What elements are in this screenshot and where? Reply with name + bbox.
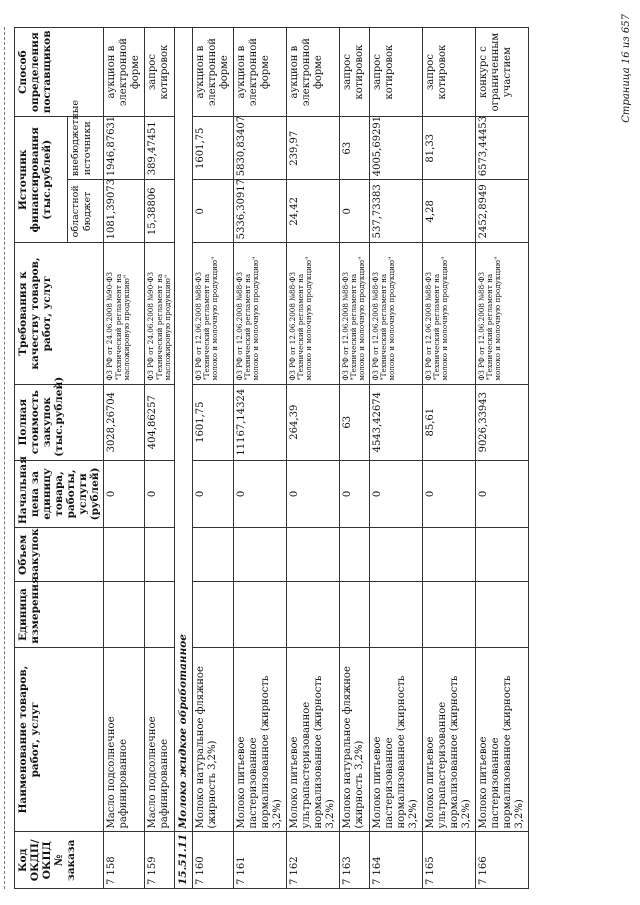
table-row: 7 163 Молоко натуральное фляжное (жирность 3,2%) 0 63 ФЗ РФ от 12.06.2008 №88-ФЗ "Технический регламент на молоко и молочную продукцию" 0 63 запрос котировок — [339, 28, 369, 889]
table-row: 7 160 Молоко натуральное фляжное (жирность 3,2%) 0 1601,75 ФЗ РФ от 12.06.2008 №88-ФЗ "Технический регламент на молоко и молочную продукцию" 0 1601,75 аукцион в электронной форме — [192, 28, 233, 889]
col-header-name: Наименование товаров, работ, услуг — [15, 647, 104, 832]
table-row: 7 164 Молоко питьевое пастеризованное нормализованное (жирность 3,2%) 0 4543,42674 ФЗ РФ от 12.06.2008 №88-ФЗ "Технический регламент на молоко и молочную продукцию" 537,73383 4005,69291 запрос котировок — [369, 28, 422, 889]
col-header-price: Начальная цена за единицу товара, работы, услуги (рублей) — [15, 460, 104, 527]
col-header-requirements: Требования к качеству товаров, работ, услуг — [15, 243, 104, 384]
table-row: 7 162 Молоко питьевое ультрапастеризованное нормализованное (жирность 3,2%) 0 264,39 ФЗ РФ от 12.06.2008 №88-ФЗ "Технический регламент на молоко и молочную продукцию" 24,42 239,97 аукцион в электронной форме — [286, 28, 339, 889]
col-header-funding: Источник финансирования (тыс.рублей) — [15, 117, 68, 243]
top-divider — [4, 27, 5, 889]
table-row: 7 158 Масло подсолнечное рафинированное 0 3028,26704 ФЗ РФ от 24.06.2008 №90-ФЗ "Технический регламент на масложировую продукцию" 1081,39073 1946,87631 аукцион в электронной форме — [104, 28, 145, 889]
table-row: 7 159 Масло подсолнечное рафинированное 0 404,86257 ФЗ РФ от 24.06.2008 №90-ФЗ "Технический регламент на масложировую продукцию" 15,38806 389,47451 запрос котировок — [145, 28, 175, 889]
col-header-unit: Единица измерения — [15, 582, 104, 647]
col-header-total: Полная стоимость закупок (тыс.рублей) — [15, 384, 104, 460]
procurement-table — [14, 27, 529, 889]
col-subheader-extrabudget: внебюджетные источники — [68, 117, 104, 180]
section-row: 15.51.11 Молоко жидкое обработанное — [175, 28, 193, 889]
col-subheader-regional: областной бюджет — [68, 180, 104, 243]
page-number: Страница 16 из 657 — [621, 14, 632, 123]
col-header-volume: Объем закупок — [15, 528, 104, 582]
header-row — [15, 28, 68, 889]
col-header-method: Способ определения поставщиков — [15, 28, 104, 117]
table-row: 7 165 Молоко питьевое ультрапастеризованное нормализованное (жирность 3,2%) 0 85,61 ФЗ РФ от 12.06.2008 №88-ФЗ "Технический регламент на молоко и молочную продукцию" 4,28 81,33 запрос котировок — [422, 28, 475, 889]
col-header-code: Код ОКДП/ ОКПД № заказа — [15, 832, 104, 889]
table-row: 7 161 Молоко питьевое пастеризованное нормализованное (жирность 3,2%) 0 11167,14324 ФЗ РФ от 12.06.2008 №88-ФЗ "Технический регламент на молоко и молочную продукцию" 5336,30917 5830,83407 аукцион в электронной форме — [233, 28, 286, 889]
table-row: 7 166 Молоко питьевое пастеризованное нормализованное (жирность 3,2%) 0 9026,33943 ФЗ РФ от 12.06.2008 №88-ФЗ "Технический регламент на молоко и молочную продукцию" 2452,8949 6573,44453 конкурс с ограниченным участием — [475, 28, 528, 889]
